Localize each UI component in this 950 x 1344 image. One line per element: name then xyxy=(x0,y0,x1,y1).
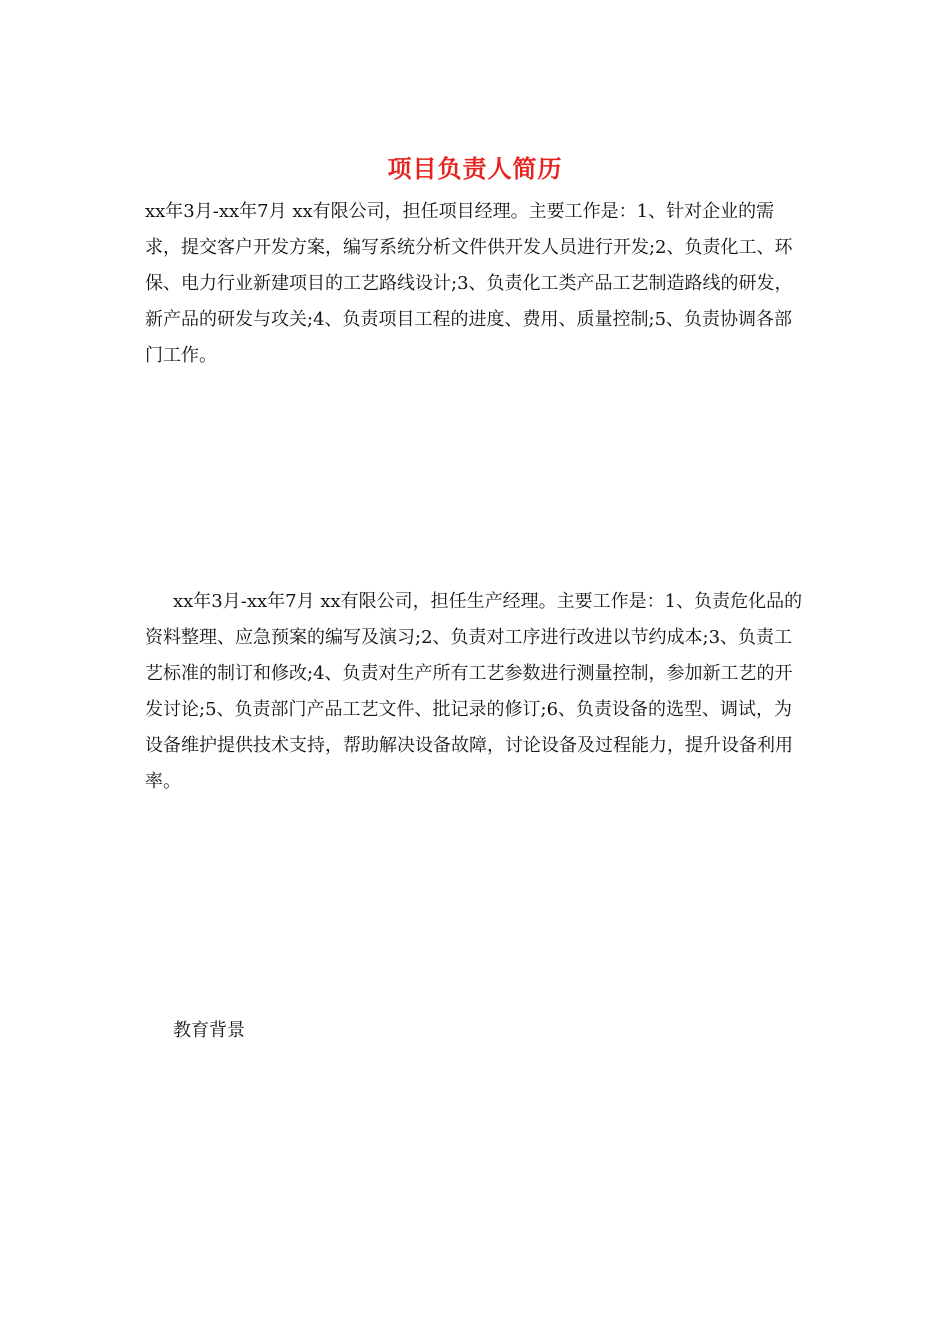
document-title: 项目负责人简历 xyxy=(387,154,563,183)
experience-paragraph-production-manager: xx年3月-xx年7月 xx有限公司，担任生产经理。主要工作是：1、负责危化品的资料整理、应急预案的编写及演习;2、负责对工序进行改进以节约成本;3、负责工艺标准的制订和修改;4、负责对生产所有工艺参数进行测量控制，参加新工艺的开发讨论;5、负责部门产品工艺文件、批记录的修订;6、负责设备的选型、调试，为设备维护提供技术支持，帮助解决设备故障，讨论设备及过程能力，提升设备利用率。 xyxy=(145,591,803,792)
education-section-heading: 教育背景 xyxy=(173,1020,245,1041)
experience-paragraph-project-manager: xx年3月-xx年7月 xx有限公司，担任项目经理。主要工作是：1、针对企业的需求，提交客户开发方案，编写系统分析文件供开发人员进行开发;2、负责化工、环保、电力行业新建项目的工艺路线设计;3、负责化工类产品工艺制造路线的研发，新产品的研发与攻关;4、负责项目工程的进度、费用、质量控制;5、负责协调各部门工作。 xyxy=(145,201,793,366)
